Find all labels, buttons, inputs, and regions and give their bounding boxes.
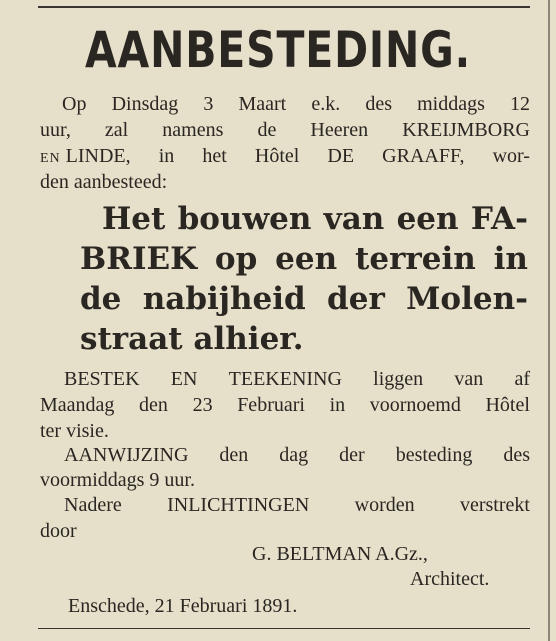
aanwijzing-line-1: AANWIJZING den dag der besteding des — [64, 444, 530, 466]
bestek-line-2: Maandag den 23 Februari in voornoemd Hôtel — [40, 394, 530, 416]
bottom-rule — [38, 628, 530, 629]
inlichtingen-line-2: door — [40, 520, 77, 542]
bestek-line-3: ter visie. — [40, 420, 109, 442]
ad-heading: AANBESTEDING. — [84, 21, 472, 79]
intro-line-2: uur, zal namens de Heeren KREIJMBORG — [40, 119, 530, 141]
subject-line-4: straat alhier. — [80, 321, 304, 357]
intro-line-4: den aanbesteed: — [40, 171, 168, 193]
top-rule — [38, 6, 530, 8]
inlichtingen-line-1: Nadere INLICHTINGEN worden verstrekt — [64, 494, 530, 516]
dateline: Enschede, 21 Februari 1891. — [68, 595, 298, 617]
bestek-line-1: BESTEK EN TEEKENING liggen van af — [64, 368, 530, 390]
subject-line-1: Het bouwen van een FA- — [102, 201, 528, 237]
architect-title: Architect. — [410, 568, 490, 590]
subject-line-3: de nabijheid der Molen- — [80, 281, 528, 317]
intro-line-3: EN LINDE, in het Hôtel DE GRAAFF, wor- — [40, 145, 530, 167]
intro-line-1: Op Dinsdag 3 Maart e.k. des middags 12 — [62, 93, 530, 115]
column-edge — [548, 0, 550, 641]
aanwijzing-line-2: voormiddags 9 uur. — [40, 469, 195, 491]
architect-name: G. BELTMAN A.Gz., — [252, 543, 428, 565]
subject-line-2: BRIEK op een terrein in — [80, 241, 528, 277]
